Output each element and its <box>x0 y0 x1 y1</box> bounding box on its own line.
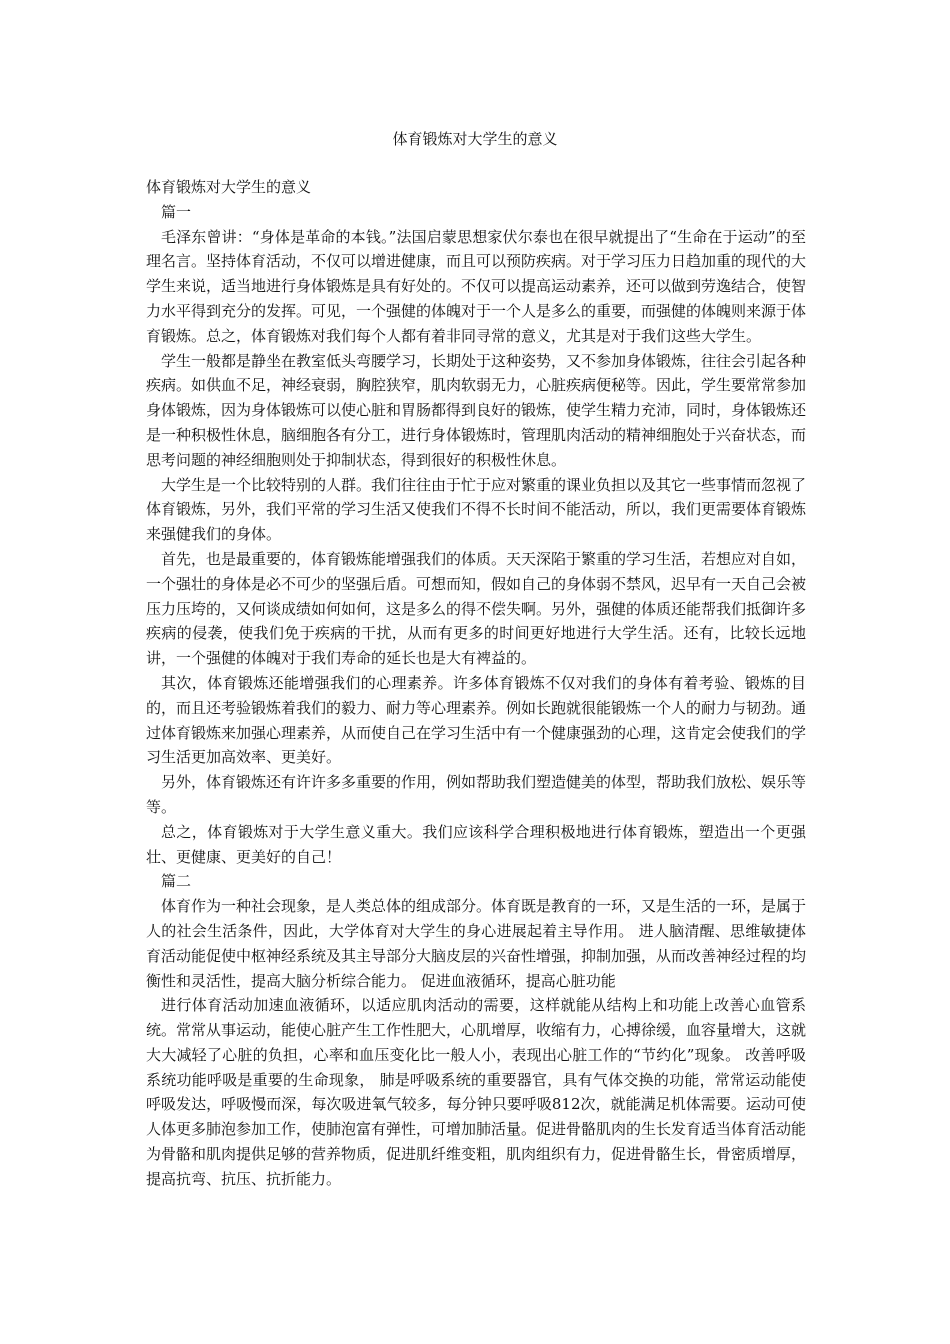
section-label-1: 篇一 <box>161 202 192 221</box>
paragraph: 总之，体育锻炼对于大学生意义重大。我们应该科学合理积极地进行体育锻炼，塑造出一个更强壮、更健康、更美好的自己！ <box>146 822 806 866</box>
document-title: 体育锻炼对大学生的意义 <box>392 130 558 148</box>
paragraph: 其次，体育锻炼还能增强我们的心理素养。许多体育锻炼不仅对我们的身体有着考验、锻炼的目的，而且还考验锻炼着我们的毅力、耐力等心理素养。例如长跑就很能锻炼一个人的耐力与韧劲。通过体育锻炼来加强心理素养，从而使自己在学习生活中有一个健康强劲的心理，这肯定会使我们的学习生活更加高效率、更美好。 <box>146 673 807 767</box>
paragraph: 体育作为一种社会现象，是人类总体的组成部分。体育既是教育的一环，又是生活的一环，是属于人的社会生活条件，因此，大学体育对大学生的身心进展起着主导作用。 进人脑清醒、思维敏捷体育活动能促使中枢神经系统及其主导部分大脑皮层的兴奋性增强，抑制加强，从而改善神经过程的均衡性和灵活性，提高大脑分析综合能力。 促进血液循环，提高心脏功能 <box>146 897 807 990</box>
paragraph: 毛泽东曾讲：“身体是革命的本钱。”法国启蒙思想家伏尔泰也在很早就提出了“生命在于运动”的至理名言。坚持体育活动，不仅可以增进健康，而且可以预防疾病。对于学习压力日趋加重的现代的大学生来说，适当地进行身体锻炼是具有好处的。不仅可以提高运动素养，还可以做到劳逸结合，使智力水平得到充分的发挥。可见，一个强健的体魄对于一个人是多么的重要，而强健的体魄则来源于体育锻炼。总之，体育锻炼对我们每个人都有着非同寻常的意义，尤其是对于我们这些大学生。 <box>146 227 807 345</box>
document-heading: 体育锻炼对大学生的意义 <box>146 178 312 196</box>
paragraph: 首先，也是最重要的，体育锻炼能增强我们的体质。天天深陷于繁重的学习生活，若想应对自如，一个强壮的身体是必不可少的坚强后盾。可想而知，假如自己的身体弱不禁风，迟早有一天自己会被压力压垮的，又何谈成绩如何如何，这是多么的得不偿失啊。另外，强健的体质还能帮我们抵御许多疾病的侵袭，使我们免于疾病的干扰，从而有更多的时间更好地进行大学生活。还有，比较长远地讲，一个强健的体魄对于我们寿命的延长也是大有裨益的。 <box>146 549 807 668</box>
paragraph: 另外，体育锻炼还有许许多多重要的作用，例如帮助我们塑造健美的体型，帮助我们放松、娱乐等等。 <box>146 773 807 816</box>
paragraph: 大学生是一个比较特别的人群。我们往往由于忙于应对繁重的课业负担以及其它一些事情而忽视了体育锻炼，另外，我们平常的学习生活又使我们不得不长时间不能活动，所以，我们更需要体育锻炼来强健我们的身体。 <box>146 475 807 544</box>
document-body <box>146 175 806 1192</box>
paragraph: 学生一般都是静坐在教室低头弯腰学习，长期处于这种姿势，又不参加身体锻炼，往往会引起各种疾病。如供血不足，神经衰弱，胸腔狭窄，肌肉软弱无力，心脏疾病便秘等。因此，学生要常常参加身体锻炼，因为身体锻炼可以使心脏和胃肠都得到良好的锻炼，使学生精力充沛，同时，身体锻炼还是一种积极性休息，脑细胞各有分工，进行身体锻炼时，管理肌肉活动的精神细胞处于兴奋状态，而思考问题的神经细胞则处于抑制状态，得到很好的积极性休息。 <box>146 351 807 469</box>
paragraph: 进行体育活动加速血液循环，以适应肌肉活动的需要，这样就能从结构上和功能上改善心血管系统。常常从事运动，能使心脏产生工作性肥大，心肌增厚，收缩有力，心搏徐缓，血容量增大，这就大大减轻了心脏的负担，心率和血压变化比一般人小，表现出心脏工作的“节约化”现象。 改善呼吸系统功能呼吸是重要的生命现象， 肺是呼吸系统的重要器官，具有气体交换的功能，常常运动能使呼吸发达，呼吸慢而深，每次吸进氧气较多，每分钟只要呼吸812次，就能满足机体需要。运动可使人体更多肺泡参加工作，使肺泡富有弹性，可增加肺活量。促进骨骼肌肉的生长发育适当体育活动能为骨骼和肌肉提供足够的营养物质，促进肌纤维变粗，肌肉组织有力，促进骨骼生长，骨密质增厚，提高抗弯、抗压、抗折能力。 <box>146 996 807 1188</box>
section-label-2: 篇二 <box>161 872 192 891</box>
